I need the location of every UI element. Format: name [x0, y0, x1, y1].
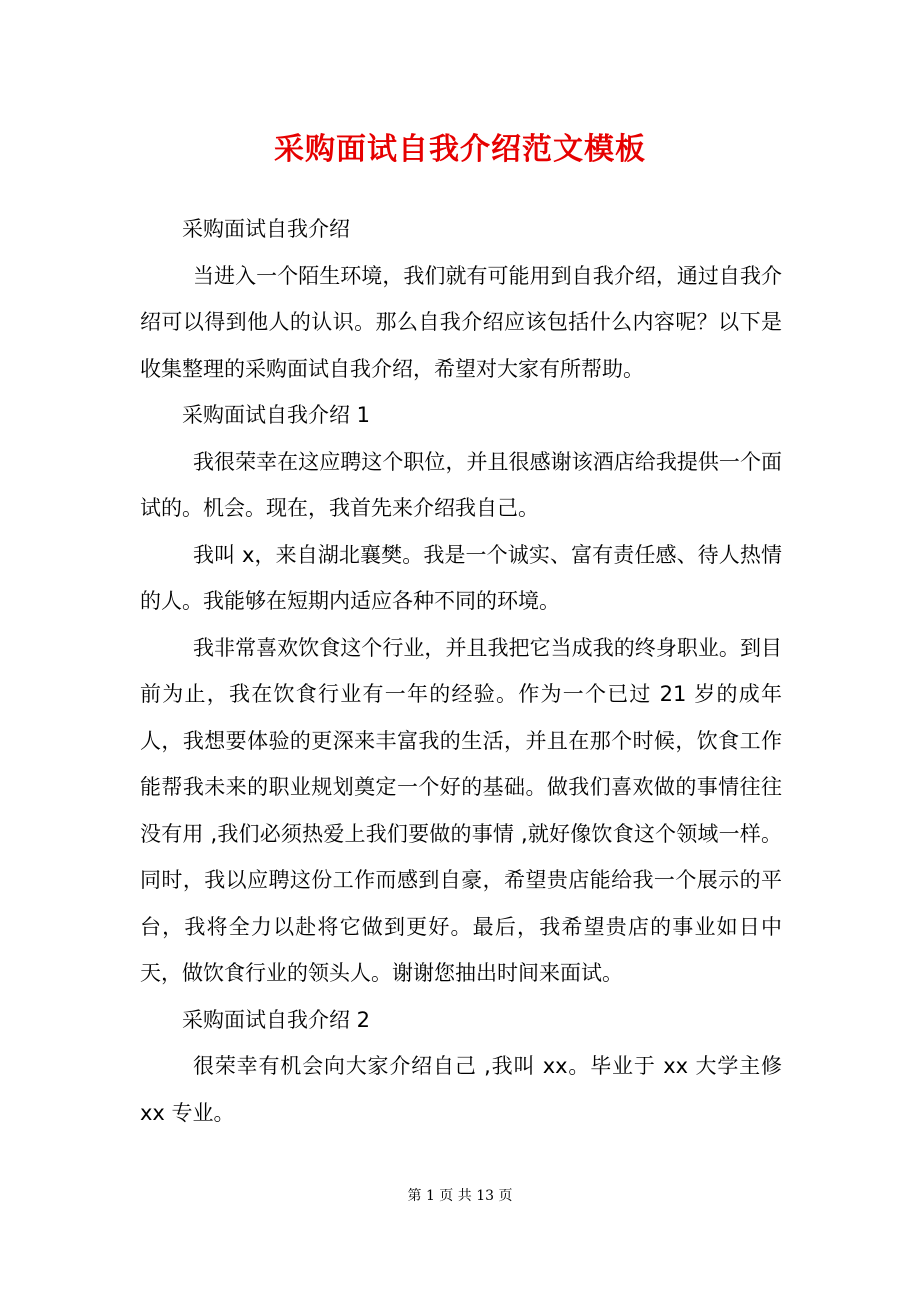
document-title: 采购面试自我介绍范文模板 [274, 132, 646, 167]
intro-paragraph: 当进入一个陌生环境，我们就有可能用到自我介绍，通过自我介绍可以得到他人的认识。那么自我介绍应该包括什么内容呢？以下是收集整理的采购面试自我介绍，希望对大家有所帮助。 [140, 263, 782, 381]
section-2-paragraph-1: 很荣幸有机会向大家介绍自己 ,我叫 xx。毕业于 xx 大学主修 xx 专业。 [140, 1054, 782, 1125]
section-1-title: 采购面试自我介绍 1 [182, 403, 371, 427]
section-1-paragraph-1: 我很荣幸在这应聘这个职位，并且很感谢该酒店给我提供一个面试的。机会。现在，我首先来介绍我自己。 [140, 449, 782, 520]
section-1-paragraph-3: 我非常喜欢饮食这个行业，并且我把它当成我的终身职业。到目前为止，我在饮食行业有一年的经验。作为一个已过 21 岁的成年人，我想要体验的更深来丰富我的生活，并且在那个时候，饮食工作能帮我未来的职业规划奠定一个好的基础。做我们喜欢做的事情往往没有用 ,我们必须热爱上我们要做的事情 ,就好像饮食这个领域一样。同时，我以应聘这份工作而感到自豪，希望贵店能给我一个展示的平台，我将全力以赴将它做到更好。最后，我希望贵店的事业如日中天，做饮食行业的领头人。谢谢您抽出时间来面试。 [140, 635, 782, 985]
section-2-title: 采购面试自我介绍 2 [182, 1007, 371, 1032]
section-1-paragraph-2: 我叫 x，来自湖北襄樊。我是一个诚实、富有责任感、待人热情的人。我能够在短期内适应各种不同的环境。 [140, 542, 782, 613]
section-heading: 采购面试自我介绍 [182, 217, 350, 241]
page-footer: 第 1 页 共 13 页 [407, 1188, 513, 1204]
document-body [140, 206, 782, 1136]
